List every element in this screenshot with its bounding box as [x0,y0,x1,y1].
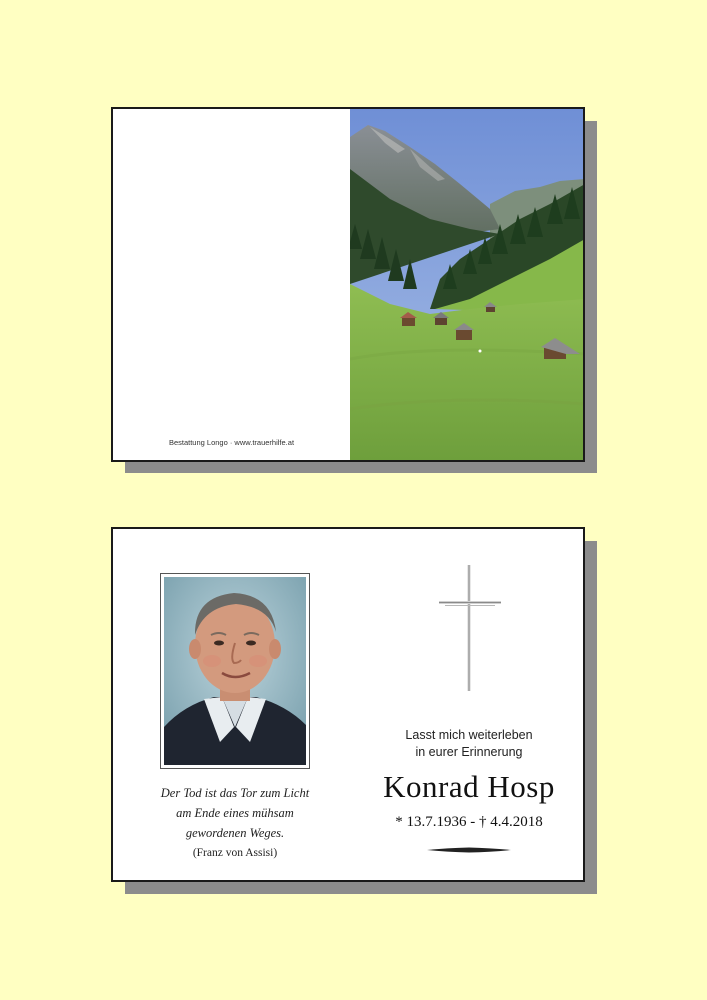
quote-line: am Ende eines mühsam [176,806,294,820]
publisher-credit: Bestattung Longo · www.trauerhilfe.at [168,438,295,447]
quote-author: (Franz von Assisi) [192,847,278,859]
quote-line: gewordenen Weges. [185,826,285,840]
quote-line: Der Tod ist das Tor zum Licht [160,786,310,800]
memorial-saying [353,727,585,761]
front-card [111,107,585,462]
cross-icon [439,565,501,691]
life-dates: * 13.7.1936 - † 4.4.2018 [395,814,543,830]
landscape-photo [350,109,585,460]
saying-line: Lasst mich weiterleben [405,728,533,742]
front-card-blank-panel [113,109,350,460]
inside-card [111,527,585,882]
saying-line: in eurer Erinnerung [415,745,523,759]
portrait-photo-frame [160,573,310,769]
portrait-photo [164,577,306,765]
deceased-name: Konrad Hosp [383,769,555,804]
quote-block [135,783,335,863]
ornamental-divider-icon [427,846,511,854]
